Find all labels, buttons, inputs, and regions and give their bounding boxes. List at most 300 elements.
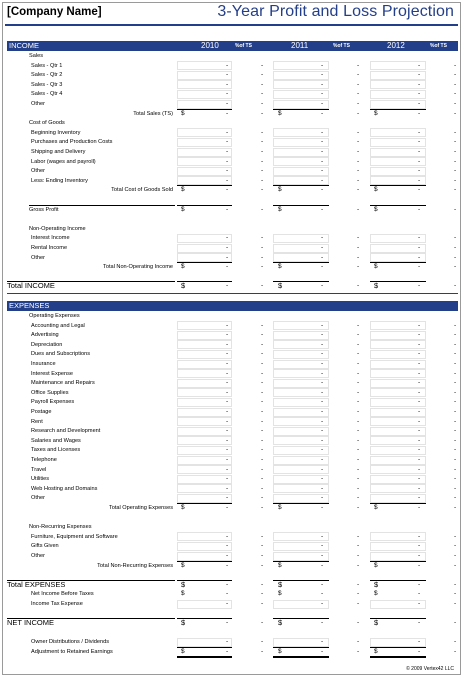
- input-cell-2010[interactable]: [177, 369, 232, 378]
- value-dash: -: [418, 580, 421, 588]
- value-dash: -: [321, 360, 324, 367]
- pct-dash: -: [454, 379, 457, 387]
- input-cell-2010[interactable]: [177, 446, 232, 455]
- input-cell-2010[interactable]: [177, 244, 232, 253]
- value-dash: -: [321, 648, 324, 655]
- value-dash: -: [321, 176, 324, 184]
- pct-dash: -: [261, 456, 264, 463]
- value-dash: -: [418, 176, 421, 184]
- table-row: [3, 166, 462, 176]
- row-label: Purchases and Production Costs: [31, 139, 113, 146]
- pct-dash: -: [454, 80, 457, 88]
- pct-dash: -: [357, 561, 360, 569]
- row-label: Other: [31, 553, 45, 559]
- pct-dash: -: [357, 138, 360, 146]
- total-rule: [273, 262, 329, 263]
- value-dash: -: [321, 282, 324, 290]
- pct-dash: -: [454, 398, 457, 406]
- pct-dash: -: [261, 282, 264, 290]
- row-label: Gross Profit: [29, 206, 59, 213]
- value-dash: -: [321, 205, 324, 213]
- value-dash: -: [226, 205, 229, 213]
- row-label: Rent: [31, 418, 43, 425]
- total-rule: [177, 185, 232, 186]
- pct-dash: -: [261, 388, 264, 396]
- input-cell-2010[interactable]: [177, 80, 232, 89]
- input-cell-2010[interactable]: [177, 100, 232, 109]
- currency-symbol: $: [181, 590, 185, 598]
- value-dash: -: [321, 321, 324, 329]
- pct-dash: -: [261, 648, 264, 655]
- pct-dash: -: [357, 100, 360, 107]
- value-dash: -: [226, 61, 229, 69]
- table-row: [3, 233, 462, 243]
- value-dash: -: [226, 90, 229, 98]
- row-label: Insurance: [31, 361, 56, 367]
- pct-dash: -: [357, 128, 360, 136]
- pct-dash: -: [357, 379, 360, 387]
- currency-symbol: $: [374, 590, 378, 598]
- row-label: Maintenance and Repairs: [31, 380, 95, 387]
- row-label: Labor (wages and payroll): [31, 158, 96, 165]
- blank-row: [3, 513, 462, 523]
- pct-dash: -: [261, 340, 264, 348]
- pct-dash: -: [454, 600, 457, 607]
- value-dash: -: [418, 446, 421, 454]
- value-dash: -: [418, 484, 421, 492]
- input-cell-2010[interactable]: [177, 71, 232, 80]
- input-cell-2010[interactable]: [177, 176, 232, 185]
- value-dash: -: [226, 427, 229, 435]
- value-dash: -: [321, 552, 324, 559]
- value-dash: -: [418, 456, 421, 463]
- label-rule: [29, 205, 175, 206]
- total-rule: [177, 618, 232, 619]
- table-row: [3, 580, 462, 590]
- total-rule: [177, 281, 232, 282]
- pct-dash: -: [261, 494, 264, 502]
- value-dash: -: [321, 417, 324, 425]
- currency-symbol: $: [374, 618, 379, 628]
- value-dash: -: [321, 379, 324, 387]
- pct-dash: -: [261, 263, 264, 271]
- value-dash: -: [418, 600, 421, 607]
- blank-row: [3, 570, 462, 580]
- pct-dash: -: [454, 475, 457, 483]
- row-label: Non-Recurring Expenses: [29, 524, 92, 531]
- table-row: [3, 340, 462, 350]
- value-dash: -: [418, 590, 421, 598]
- input-cell-2010[interactable]: [177, 494, 232, 503]
- row-label: Sales - Qtr 2: [31, 72, 63, 79]
- input-cell-2010[interactable]: [177, 128, 232, 137]
- pct-dash: -: [357, 465, 360, 473]
- currency-symbol: $: [278, 504, 282, 511]
- value-dash: -: [418, 475, 421, 483]
- row-label: Cost of Goods: [29, 120, 65, 127]
- row-label: Non-Operating Income: [29, 225, 86, 232]
- row-label: Less: Ending Inventory: [31, 177, 88, 184]
- table-row: [3, 330, 462, 340]
- row-label: Other: [31, 168, 45, 175]
- value-dash: -: [321, 446, 324, 454]
- value-dash: -: [321, 340, 324, 348]
- value-dash: -: [321, 157, 324, 165]
- value-dash: -: [418, 388, 421, 396]
- input-cell-2010[interactable]: [177, 350, 232, 359]
- input-cell-2010[interactable]: [177, 600, 232, 609]
- table-row: [3, 99, 462, 109]
- value-dash: -: [226, 542, 229, 550]
- currency-symbol: $: [278, 263, 282, 271]
- double-underline: [177, 656, 232, 658]
- pct-dash: -: [261, 186, 264, 194]
- value-dash: -: [418, 234, 421, 242]
- row-label: Travel: [31, 466, 47, 473]
- pct-dash: -: [261, 504, 264, 511]
- pct-dash: -: [454, 427, 457, 435]
- input-cell-2010[interactable]: [177, 465, 232, 474]
- input-cell-2010[interactable]: [177, 157, 232, 166]
- value-dash: -: [418, 61, 421, 69]
- title-rule: [5, 24, 458, 26]
- table-row: [3, 137, 462, 147]
- pct-dash: -: [357, 408, 360, 415]
- total-rule: [177, 561, 232, 562]
- table-row: [3, 455, 462, 465]
- pct-dash: -: [261, 205, 264, 213]
- value-dash: -: [226, 379, 229, 387]
- table-row: [3, 503, 462, 513]
- pct-dash: -: [357, 427, 360, 435]
- value-dash: -: [226, 350, 229, 358]
- value-dash: -: [418, 186, 421, 194]
- value-dash: -: [226, 456, 229, 463]
- pct-dash: -: [261, 360, 264, 367]
- currency-symbol: $: [181, 186, 185, 194]
- report-title: 3-Year Profit and Loss Projection: [217, 3, 454, 20]
- input-cell-2010[interactable]: [177, 398, 232, 407]
- currency-symbol: $: [181, 648, 185, 655]
- value-dash: -: [418, 648, 421, 655]
- pct-dash: -: [261, 138, 264, 146]
- table-row: [3, 532, 462, 542]
- value-dash: -: [226, 532, 229, 540]
- value-dash: -: [418, 128, 421, 136]
- company-name[interactable]: [Company Name]: [7, 6, 102, 18]
- row-label: Gifts Given: [31, 543, 59, 550]
- pct-dash: -: [454, 561, 457, 569]
- input-cell-2010[interactable]: [177, 138, 232, 147]
- row-label: Total Non-Recurring Expenses: [97, 562, 173, 569]
- pct-dash: -: [261, 398, 264, 406]
- input-cell-2010[interactable]: [177, 148, 232, 157]
- pct-dash: -: [357, 321, 360, 329]
- value-dash: -: [226, 244, 229, 251]
- pct-dash: -: [357, 90, 360, 98]
- row-label: NET INCOME: [7, 618, 54, 628]
- row-label: Net Income Before Taxes: [31, 591, 94, 598]
- value-dash: -: [321, 138, 324, 146]
- value-dash: -: [418, 552, 421, 559]
- total-rule: [273, 647, 329, 648]
- pct-dash: -: [454, 234, 457, 242]
- table-row: [3, 561, 462, 571]
- total-rule: [370, 561, 426, 562]
- value-dash: -: [418, 369, 421, 377]
- value-dash: -: [418, 532, 421, 540]
- spreadsheet-page: [2, 2, 461, 675]
- input-cell-2010[interactable]: [177, 331, 232, 340]
- total-rule: [177, 262, 232, 263]
- currency-symbol: $: [181, 205, 185, 213]
- input-cell-2010[interactable]: [177, 542, 232, 551]
- total-rule: [273, 281, 329, 282]
- pct-header: %of TS: [430, 43, 447, 49]
- value-dash: -: [226, 167, 229, 175]
- table-row: [3, 70, 462, 80]
- pct-dash: -: [261, 408, 264, 415]
- value-dash: -: [226, 109, 229, 117]
- pct-dash: -: [261, 561, 264, 569]
- value-dash: -: [321, 109, 324, 117]
- value-dash: -: [226, 369, 229, 377]
- value-dash: -: [321, 234, 324, 242]
- total-rule: [177, 109, 232, 110]
- value-dash: -: [418, 638, 421, 646]
- table-row: [3, 80, 462, 90]
- input-cell-2010[interactable]: [177, 436, 232, 445]
- pct-dash: -: [454, 157, 457, 165]
- blank-row: [3, 272, 462, 282]
- input-cell-2010[interactable]: [177, 484, 232, 493]
- value-dash: -: [321, 638, 324, 646]
- value-dash: -: [226, 561, 229, 569]
- pct-dash: -: [357, 71, 360, 79]
- total-rule: [273, 580, 329, 581]
- value-dash: -: [226, 465, 229, 473]
- value-dash: -: [321, 331, 324, 339]
- currency-symbol: $: [278, 579, 283, 589]
- pct-dash: -: [261, 580, 264, 588]
- pct-dash: -: [454, 340, 457, 348]
- double-underline: [370, 656, 426, 658]
- row-label: Interest Income: [31, 235, 70, 242]
- value-dash: -: [226, 360, 229, 367]
- row-label: Sales - Qtr 4: [31, 91, 63, 98]
- pct-dash: -: [357, 648, 360, 655]
- row-label: Other: [31, 254, 45, 261]
- input-cell-2010[interactable]: [177, 475, 232, 484]
- input-cell-2010[interactable]: [177, 234, 232, 243]
- section-heading: INCOME: [9, 41, 39, 50]
- pct-dash: -: [357, 148, 360, 155]
- input-cell-2010[interactable]: [177, 417, 232, 426]
- pct-header: %of TS: [333, 43, 350, 49]
- value-dash: -: [321, 167, 324, 175]
- value-dash: -: [321, 465, 324, 473]
- value-dash: -: [226, 321, 229, 329]
- pct-dash: -: [261, 157, 264, 165]
- pct-dash: -: [454, 321, 457, 329]
- value-dash: -: [418, 205, 421, 213]
- value-dash: -: [418, 244, 421, 251]
- currency-symbol: $: [278, 109, 282, 117]
- pct-dash: -: [454, 638, 457, 646]
- row-label: Shipping and Delivery: [31, 149, 86, 155]
- row-label: Office Supplies: [31, 389, 69, 396]
- input-cell-2010[interactable]: [177, 379, 232, 388]
- pct-dash: -: [454, 176, 457, 184]
- value-dash: -: [226, 388, 229, 396]
- table-row: [3, 89, 462, 99]
- table-row: [3, 599, 462, 609]
- table-row: [3, 647, 462, 657]
- input-cell-2010[interactable]: [177, 456, 232, 465]
- pct-dash: -: [454, 484, 457, 492]
- input-cell-2010[interactable]: [177, 61, 232, 70]
- table-row: [3, 349, 462, 359]
- pct-dash: -: [261, 128, 264, 136]
- pct-dash: -: [454, 167, 457, 175]
- pct-dash: -: [357, 580, 360, 588]
- input-cell-2010[interactable]: [177, 360, 232, 369]
- table-row: [3, 589, 462, 599]
- currency-symbol: $: [374, 281, 379, 291]
- pct-dash: -: [454, 282, 457, 290]
- table-row: [3, 445, 462, 455]
- pct-dash: -: [261, 552, 264, 559]
- input-cell-2010[interactable]: [177, 253, 232, 262]
- value-dash: -: [226, 600, 229, 607]
- input-cell-2010[interactable]: [177, 408, 232, 417]
- pct-dash: -: [357, 619, 360, 627]
- row-label: Advertising: [31, 332, 59, 339]
- total-rule: [273, 561, 329, 562]
- table-row: [3, 253, 462, 263]
- value-dash: -: [226, 446, 229, 454]
- input-cell-2010[interactable]: [177, 552, 232, 561]
- value-dash: -: [226, 436, 229, 444]
- pct-dash: -: [357, 282, 360, 290]
- total-rule: [177, 205, 232, 206]
- value-dash: -: [418, 109, 421, 117]
- value-dash: -: [321, 561, 324, 569]
- value-dash: -: [321, 71, 324, 79]
- pct-dash: -: [357, 417, 360, 425]
- total-rule: [370, 109, 426, 110]
- value-dash: -: [226, 71, 229, 79]
- input-cell-2010[interactable]: [177, 388, 232, 397]
- table-row: [3, 243, 462, 253]
- row-label: Sales - Qtr 1: [31, 62, 63, 69]
- value-dash: -: [321, 532, 324, 540]
- pct-dash: -: [261, 244, 264, 251]
- input-cell-2010[interactable]: [177, 340, 232, 349]
- value-dash: -: [418, 360, 421, 367]
- value-dash: -: [226, 648, 229, 655]
- pct-dash: -: [261, 109, 264, 117]
- value-dash: -: [321, 100, 324, 107]
- value-dash: -: [321, 590, 324, 598]
- currency-symbol: $: [374, 205, 378, 213]
- pct-dash: -: [454, 446, 457, 454]
- table-row: [3, 224, 462, 234]
- blank-row: [3, 628, 462, 638]
- table-row: [3, 637, 462, 647]
- value-dash: -: [321, 388, 324, 396]
- value-dash: -: [226, 157, 229, 165]
- value-dash: -: [418, 263, 421, 271]
- pct-dash: -: [261, 600, 264, 607]
- pct-dash: -: [454, 465, 457, 473]
- pct-dash: -: [357, 350, 360, 358]
- pct-dash: -: [454, 61, 457, 69]
- total-rule: [370, 647, 426, 648]
- pct-dash: -: [261, 475, 264, 483]
- table-row: [3, 436, 462, 446]
- currency-symbol: $: [374, 648, 378, 655]
- value-dash: -: [226, 475, 229, 483]
- pct-dash: -: [261, 417, 264, 425]
- pct-dash: -: [357, 244, 360, 251]
- table-row: [3, 321, 462, 331]
- value-dash: -: [321, 80, 324, 88]
- value-dash: -: [321, 475, 324, 483]
- pct-dash: -: [357, 340, 360, 348]
- value-dash: -: [226, 552, 229, 559]
- input-cell-2010[interactable]: [177, 638, 232, 647]
- total-rule: [177, 647, 232, 648]
- total-rule: [370, 185, 426, 186]
- pct-dash: -: [261, 71, 264, 79]
- pct-dash: -: [454, 138, 457, 146]
- pct-dash: -: [454, 253, 457, 261]
- row-label: Sales - Qtr 3: [31, 81, 63, 88]
- input-cell-2010[interactable]: [177, 90, 232, 99]
- value-dash: -: [321, 263, 324, 271]
- table-row: [3, 311, 462, 321]
- value-dash: -: [321, 504, 324, 511]
- row-label: Web Hosting and Domains: [31, 485, 98, 492]
- table-row: [3, 51, 462, 61]
- row-label: Taxes and Licenses: [31, 447, 81, 454]
- pct-dash: -: [454, 648, 457, 655]
- value-dash: -: [418, 148, 421, 155]
- table-row: [3, 109, 462, 119]
- currency-symbol: $: [374, 263, 378, 271]
- pct-header: %of TS: [235, 43, 252, 49]
- input-cell-2010[interactable]: [177, 167, 232, 176]
- row-label: Total Non-Operating Income: [103, 264, 173, 271]
- total-rule: [370, 580, 426, 581]
- input-cell-2010[interactable]: [177, 321, 232, 330]
- copyright-note: © 2009 Vertex42 LLC: [406, 666, 454, 672]
- value-dash: -: [418, 436, 421, 444]
- input-cell-2010[interactable]: [177, 532, 232, 541]
- row-label: Adjustment to Retained Earnings: [31, 649, 113, 655]
- pct-dash: -: [357, 532, 360, 540]
- pct-dash: -: [261, 176, 264, 184]
- row-label: Total Operating Expenses: [108, 505, 173, 511]
- currency-symbol: $: [278, 281, 283, 291]
- input-cell-2010[interactable]: [177, 427, 232, 436]
- pct-dash: -: [357, 398, 360, 406]
- currency-symbol: $: [278, 618, 283, 628]
- pct-dash: -: [454, 100, 457, 107]
- value-dash: -: [226, 340, 229, 348]
- value-dash: -: [226, 331, 229, 339]
